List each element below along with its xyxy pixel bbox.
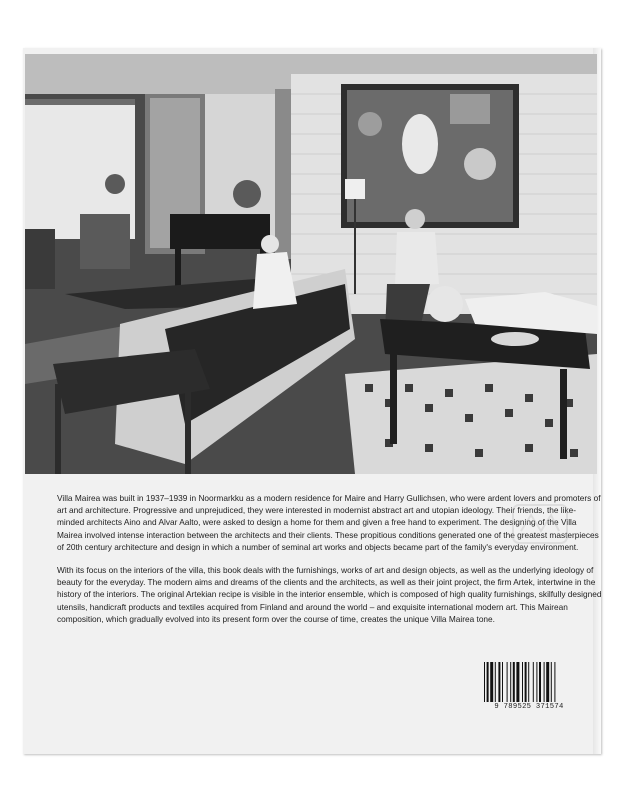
description-paragraph-1: Villa Mairea was built in 1937–1939 in Noormarkku as a modern residence for Maire and Harry Gullichsen, who were ardent lovers and promoters of art and architecture. Progressive and unprejudiced, they were interested in modernist abstract art and utopian ideology. Their friends, the like-minded architects Aino and Alvar Aalto, were asked to design a home for them and given a free hand to experiment. The designing of the Villa Mairea involved intense interaction between the architects and their clients. These propitious conditions generated one of the greatest masterpieces of 20th century architecture and design in which a number of seminal art works and objects became part of the family's everyday environment. [57, 493, 601, 552]
isbn-number: 9 789525 371574 [494, 703, 564, 711]
description-paragraph-2: With its focus on the interiors of the villa, this book deals with the furnishings, works of art and design objects, as well as the underlying ideology of beauty for the everyday. The modern aims and dreams of the clients and the architects, as well as their joint project, the firm Artek, intertwine in the history of the interiors. The original Artekian recipe is visible in the interior ensemble, which is composed of high quality furnishings, skilfully designed utensils, handicraft products and textiles acquired from Finland and around the world – and exquisite international modern art. This Mairean composition, which gradually evolved into its present form over the course of time, creates the unique Villa Mairea tone. [57, 565, 602, 624]
isbn-barcode [483, 662, 573, 706]
interior-photograph [25, 54, 597, 474]
embossed-emblem [509, 501, 571, 547]
book-back-cover [23, 48, 601, 754]
